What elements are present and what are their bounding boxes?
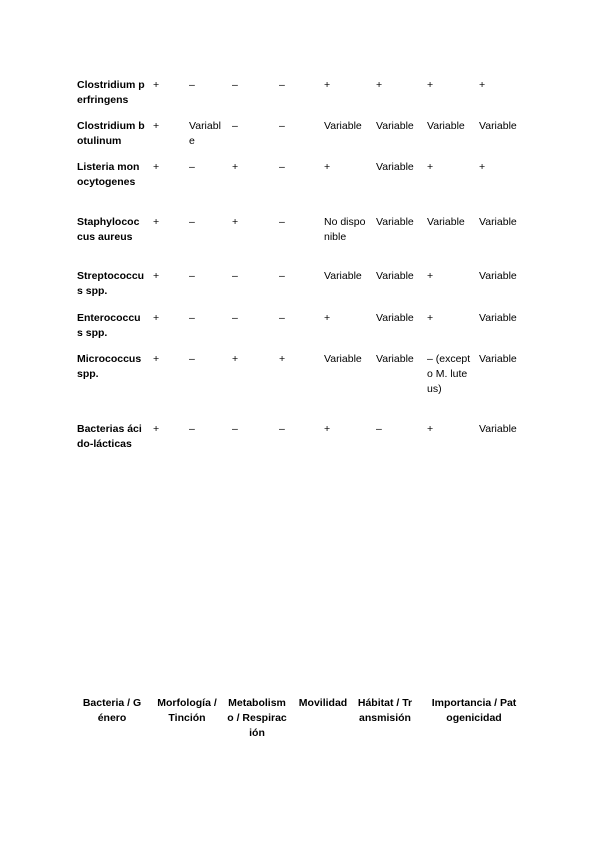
table-cell: – (189, 270, 195, 282)
table-cell: Variable (324, 270, 362, 282)
header-morfologia: Morfología / Tinción (157, 697, 217, 724)
table-cell: + (324, 161, 331, 173)
table-cell: Variable (479, 270, 517, 282)
table-cell: + (324, 423, 331, 435)
table-cell: Variable (376, 353, 414, 365)
table-cell: Variable (427, 216, 465, 228)
table-cell: Variable (479, 312, 517, 324)
table-cell: – (279, 270, 285, 282)
table-cell: – (189, 312, 195, 324)
table-cell: + (427, 161, 434, 173)
table-cell: Variable (427, 120, 465, 132)
bacteria-name: Clostridium botulinum (77, 120, 145, 147)
table-cell: + (324, 79, 331, 91)
table-cell: + (324, 312, 331, 324)
bacteria-name: Clostridium perfringens (77, 79, 145, 106)
bacteria-name: Enterococcus spp. (77, 312, 141, 339)
table-cell: Variable (376, 120, 414, 132)
header-metabolismo: Metabolismo / Respiración (227, 697, 287, 739)
table-cell: – (279, 120, 285, 132)
table-cell: – (376, 423, 382, 435)
table-cell: + (153, 79, 160, 91)
table-cell: Variable (324, 353, 362, 365)
bacteria-name: Bacterias ácido-lácticas (77, 423, 142, 450)
header-movilidad: Movilidad (298, 697, 348, 709)
table-cell: + (479, 161, 486, 173)
bacteria-name: Staphylococcus aureus (77, 216, 140, 243)
table-cell: + (153, 120, 160, 132)
table-cell: – (189, 161, 195, 173)
table-cell: – (except o M. luteus) (427, 353, 471, 395)
table-cell: Variable (376, 270, 414, 282)
table-cell: Variable (479, 120, 517, 132)
table-cell: – (189, 353, 195, 365)
table-cell: + (153, 423, 160, 435)
table-cell: Variable (189, 120, 221, 147)
table-cell: Variable (324, 120, 362, 132)
table-cell: + (153, 216, 160, 228)
table-cell: – (279, 79, 285, 91)
table-cell: – (232, 423, 238, 435)
table-cell: – (232, 120, 238, 132)
table-cell: + (427, 312, 434, 324)
table-cell: Variable (479, 216, 517, 228)
table-cell: + (153, 353, 160, 365)
bacteria-name: Streptococcus spp. (77, 270, 145, 297)
table-cell: – (232, 79, 238, 91)
table-cell: + (427, 270, 434, 282)
table-cell: + (479, 79, 486, 91)
table-cell: Variable (376, 312, 414, 324)
table-cell: + (232, 216, 239, 228)
table-cell: Variable (479, 353, 517, 365)
table-cell: + (279, 353, 286, 365)
table-cell: – (189, 216, 195, 228)
table-cell: Variable (376, 161, 414, 173)
table-cell: + (376, 79, 383, 91)
bacteria-name: Listeria monocytogenes (77, 161, 140, 188)
table-cell: – (232, 312, 238, 324)
table-cell: – (279, 423, 285, 435)
table-cell: – (232, 270, 238, 282)
table-cell: – (279, 216, 285, 228)
header-bacteria: Bacteria / Género (82, 697, 142, 724)
header-importancia: Importancia / Patogenicidad (431, 697, 517, 724)
table-cell: + (153, 312, 160, 324)
table-cell: – (189, 79, 195, 91)
table-cell: No disponible (324, 216, 366, 243)
table-cell: + (153, 161, 160, 173)
header-habitat: Hábitat / Transmisión (357, 697, 413, 724)
table-cell: – (279, 312, 285, 324)
table-cell: + (427, 79, 434, 91)
table-cell: + (427, 423, 434, 435)
table-cell: + (153, 270, 160, 282)
bacteria-name: Micrococcus spp. (77, 353, 142, 380)
table-cell: Variable (376, 216, 414, 228)
table-cell: + (232, 353, 239, 365)
table-cell: + (232, 161, 239, 173)
table-cell: Variable (479, 423, 517, 435)
table-cell: – (189, 423, 195, 435)
table-cell: – (279, 161, 285, 173)
